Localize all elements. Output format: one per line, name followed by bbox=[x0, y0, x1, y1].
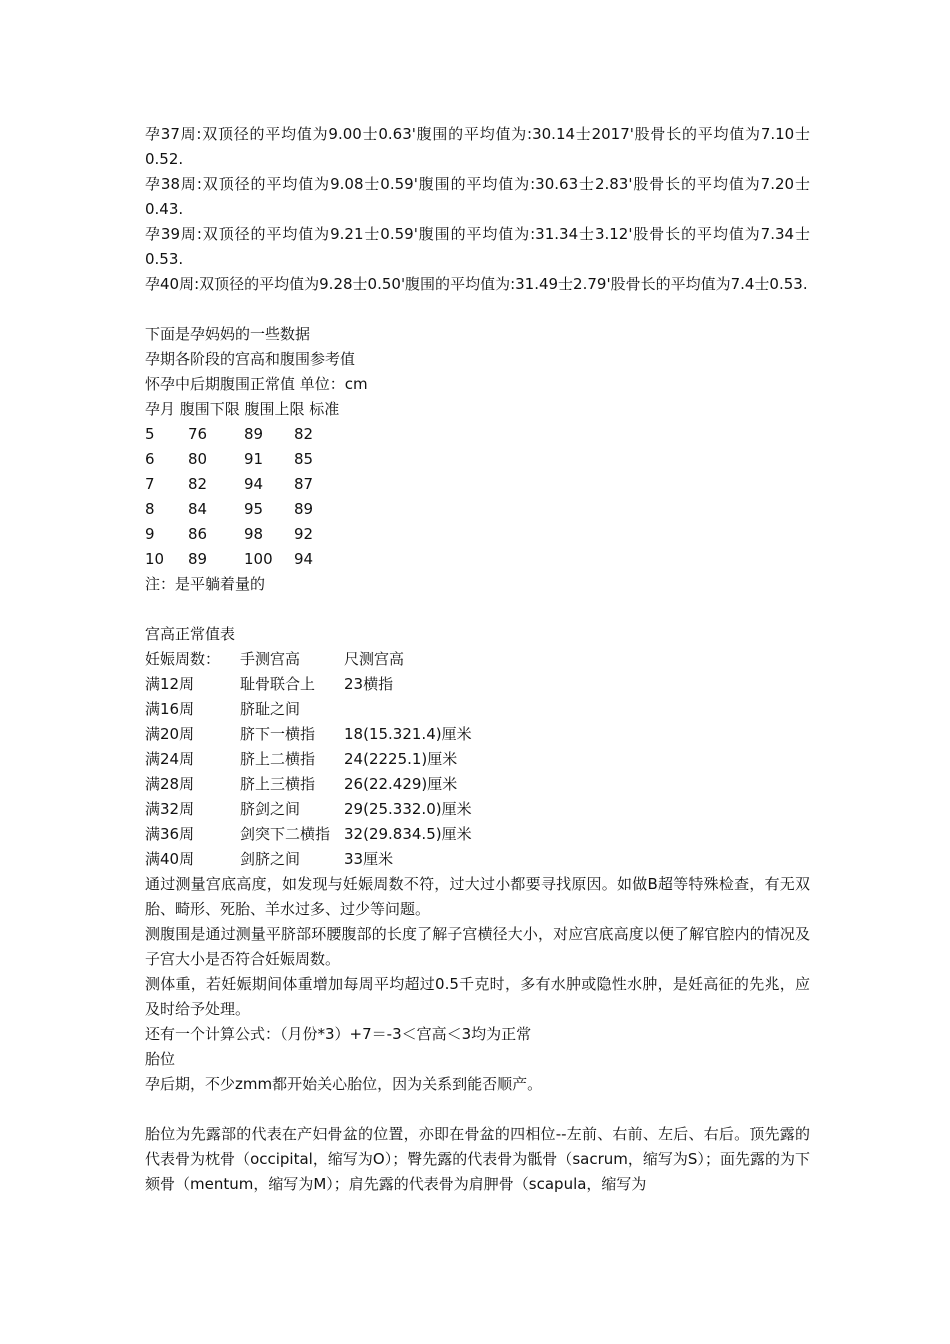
table-cell: 满36周 bbox=[145, 825, 195, 843]
table-row bbox=[145, 697, 810, 722]
table-cell: 脐上二横指 bbox=[240, 750, 316, 768]
table-cell bbox=[344, 697, 544, 722]
table-cell: 26(22.429)厘米 bbox=[344, 775, 458, 793]
paragraph: 怀孕中后期腹围正常值 单位：cm bbox=[145, 375, 368, 393]
table-cell: 98 bbox=[244, 525, 264, 543]
table-cell: 89 bbox=[188, 550, 208, 568]
table-cell: 脐下一横指 bbox=[240, 725, 316, 743]
paragraph: 测腹围是通过测量平脐部环腰腹部的长度了解子宫横径大小，对应宫底高度以便了解官腔内的情况及子宫大小是否符合妊娠周数。 bbox=[145, 925, 810, 968]
document-body bbox=[145, 122, 810, 1197]
paragraph: 孕38周:双顶径的平均值为9.08士0.59'腹围的平均值为:30.63士2.83'股骨长的平均值为7.20士0.43. bbox=[145, 175, 810, 218]
table-row bbox=[145, 497, 810, 522]
paragraph: 孕月 腹围下限 腹围上限 标准 bbox=[145, 400, 340, 418]
table-cell: 89 bbox=[244, 425, 264, 443]
table-row bbox=[145, 472, 810, 497]
table-cell: 满32周 bbox=[145, 800, 195, 818]
note: 注：是平躺着量的 bbox=[145, 575, 266, 593]
table-cell: 剑脐之间 bbox=[240, 850, 301, 868]
fundal-title: 宫高正常值表 bbox=[145, 625, 236, 643]
fetal-position-paragraphs bbox=[145, 1122, 810, 1197]
table-cell: 82 bbox=[188, 475, 208, 493]
table-cell: 94 bbox=[244, 475, 264, 493]
table-row bbox=[145, 447, 810, 472]
table-cell: 满16周 bbox=[145, 700, 195, 718]
table-cell: 18(15.321.4)厘米 bbox=[344, 725, 472, 743]
paragraph: 下面是孕妈妈的一些数据 bbox=[145, 325, 311, 343]
fetal-measurement-paragraphs bbox=[145, 122, 810, 297]
paragraph: 孕期各阶段的宫高和腹围参考值 bbox=[145, 350, 356, 368]
table-row bbox=[145, 672, 810, 697]
table-row bbox=[145, 422, 810, 447]
table-cell: 满28周 bbox=[145, 775, 195, 793]
paragraph: 通过测量宫底高度，如发现与妊娠周数不符，过大过小都要寻找原因。如做B超等特殊检查，有无双胎、畸形、死胎、羊水过多、过少等问题。 bbox=[145, 875, 810, 918]
table-row bbox=[145, 772, 810, 797]
table-cell: 92 bbox=[294, 525, 314, 543]
table-cell: 满40周 bbox=[145, 850, 195, 868]
table-cell: 94 bbox=[294, 550, 314, 568]
explanation-paragraphs bbox=[145, 872, 810, 1097]
table-cell: 100 bbox=[244, 550, 273, 568]
table-cell: 满20周 bbox=[145, 725, 195, 743]
table-cell: 80 bbox=[188, 450, 208, 468]
table-row bbox=[145, 547, 810, 572]
paragraph: 还有一个计算公式：（月份*3）+7＝-3＜宫高＜3均为正常 bbox=[145, 1025, 532, 1043]
table-cell: 33厘米 bbox=[344, 850, 394, 868]
table-cell: 脐上三横指 bbox=[240, 775, 316, 793]
table-cell: 满24周 bbox=[145, 750, 195, 768]
abdomen-intro bbox=[145, 322, 810, 422]
table-cell: 脐耻之间 bbox=[240, 700, 301, 718]
table-cell: 剑突下二横指 bbox=[240, 825, 331, 843]
table-cell: 脐剑之间 bbox=[240, 800, 301, 818]
table-cell: 24(2225.1)厘米 bbox=[344, 750, 458, 768]
table-cell: 87 bbox=[294, 475, 314, 493]
table-row bbox=[145, 847, 810, 872]
table-cell: 76 bbox=[188, 425, 208, 443]
table-row bbox=[145, 822, 810, 847]
table-cell: 32(29.834.5)厘米 bbox=[344, 825, 472, 843]
table-cell: 10 bbox=[145, 550, 165, 568]
table-cell: 82 bbox=[294, 425, 314, 443]
table-cell: 6 bbox=[145, 450, 155, 468]
table-cell: 89 bbox=[294, 500, 314, 518]
table-cell: 85 bbox=[294, 450, 314, 468]
table-row bbox=[145, 797, 810, 822]
table-row bbox=[145, 722, 810, 747]
table-cell: 91 bbox=[244, 450, 264, 468]
paragraph: 孕37周:双顶径的平均值为9.00士0.63'腹围的平均值为:30.14士2017'股骨长的平均值为7.10士0.52. bbox=[145, 125, 810, 168]
fundal-header: 妊娠周数： 手测宫高 尺测宫高 bbox=[145, 650, 405, 668]
table-cell: 84 bbox=[188, 500, 208, 518]
table-cell: 9 bbox=[145, 525, 155, 543]
table-cell: 29(25.332.0)厘米 bbox=[344, 800, 472, 818]
table-row bbox=[145, 522, 810, 547]
paragraph: 胎位 bbox=[145, 1050, 176, 1068]
table-cell: 23横指 bbox=[344, 675, 394, 693]
fundal-table bbox=[145, 672, 810, 872]
table-cell: 满12周 bbox=[145, 675, 195, 693]
table-cell: 7 bbox=[145, 475, 155, 493]
table-cell: 86 bbox=[188, 525, 208, 543]
table-cell: 8 bbox=[145, 500, 155, 518]
abdomen-table bbox=[145, 422, 810, 572]
table-cell: 耻骨联合上 bbox=[240, 675, 316, 693]
paragraph: 测体重，若妊娠期间体重增加每周平均超过0.5千克时，多有水肿或隐性水肿，是妊高征的先兆，应及时给予处理。 bbox=[145, 975, 810, 1018]
paragraph: 孕39周:双顶径的平均值为9.21士0.59'腹围的平均值为:31.34士3.12'股骨长的平均值为7.34士0.53. bbox=[145, 225, 810, 268]
paragraph: 胎位为先露部的代表在产妇骨盆的位置，亦即在骨盆的四相位--左前、右前、左后、右后。顶先露的代表骨为枕骨（occipital，缩写为O）；臀先露的代表骨为骶骨（sacrum，缩写为S）；面先露的为下颏骨（mentum，缩写为M）；肩先露的代表骨为肩胛骨（scapula，缩写为 bbox=[145, 1125, 810, 1193]
table-cell: 95 bbox=[244, 500, 264, 518]
table-cell: 5 bbox=[145, 425, 155, 443]
paragraph: 孕后期，不少zmm都开始关心胎位，因为关系到能否顺产。 bbox=[145, 1075, 543, 1093]
paragraph: 孕40周:双顶径的平均值为9.28士0.50'腹围的平均值为:31.49士2.79'股骨长的平均值为7.4士0.53. bbox=[145, 275, 808, 293]
table-row bbox=[145, 747, 810, 772]
